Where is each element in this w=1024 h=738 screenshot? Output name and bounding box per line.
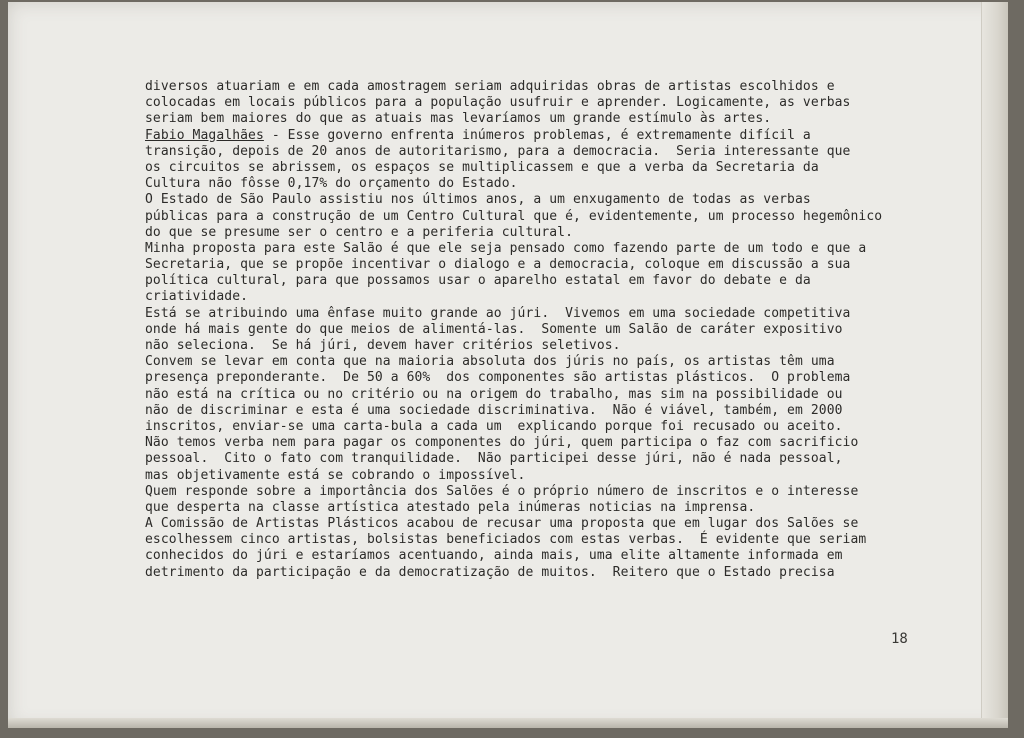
text-line: criatividade.: [145, 289, 249, 305]
text-line: que desperta na classe artística atestado pela inúmeras noticias na imprensa.: [145, 499, 756, 515]
page-bottom-edge: [8, 718, 1008, 728]
text-line: A Comissão de Artistas Plásticos acabou de recusar uma proposta que em lugar dos Salões se: [145, 516, 859, 532]
text-line: pessoal. Cito o fato com tranquilidade. Não participei desse júri, não é nada pessoal,: [145, 451, 843, 467]
text-line: públicas para a construção de um Centro Cultural que é, evidentemente, um processo hegemônico: [145, 208, 883, 224]
speaker-text: - Esse governo enfrenta inúmeros problemas, é extremamente difícil a: [263, 127, 811, 143]
text-line: política cultural, para que possamos usar o aparelho estatal em favor do debate e da: [145, 273, 811, 289]
book-spine: [981, 2, 1008, 728]
text-line: Quem responde sobre a importância dos Salões é o próprio número de inscritos e o interesse: [145, 483, 859, 499]
text-line: seriam bem maiores do que as atuais mas levaríamos um grande estímulo às artes.: [145, 111, 772, 127]
text-line: diversos atuariam e em cada amostragem seriam adquiridas obras de artistas escolhidos e: [145, 79, 835, 94]
text-line: os circuitos se abrissem, os espaços se multiplicassem e que a verba da Secretaria da: [145, 159, 819, 175]
text-line: presença preponderante. De 50 a 60% dos componentes são artistas plásticos. O problema: [145, 370, 851, 386]
text-line: onde há mais gente do que meios de alimentá-las. Somente um Salão de caráter expositivo: [145, 321, 843, 337]
speaker-name: Fabio Magalhães: [145, 127, 264, 143]
text-line: transição, depois de 20 anos de autoritarismo, para a democracia. Seria interessante que: [145, 143, 851, 159]
text-line: Secretaria, que se propõe incentivar o dialogo e a democracia, coloque em discussão a sua: [145, 257, 851, 273]
text-line: Minha proposta para este Salão é que ele seja pensado como fazendo parte de um todo e que a: [145, 240, 867, 256]
document-page: [8, 2, 1008, 728]
text-line: conhecidos do júri e estaríamos acentuando, ainda mais, uma elite altamente informada em: [145, 548, 843, 564]
body-text: [145, 79, 945, 581]
text-line: Não temos verba nem para pagar os componentes do júri, quem participa o faz com sacrificio: [145, 435, 859, 451]
text-line: Está se atribuindo uma ênfase muito grande ao júri. Vivemos em uma sociedade competitiva: [145, 305, 851, 321]
text-line: O Estado de São Paulo assistiu nos últimos anos, a um enxugamento de todas as verbas: [145, 192, 811, 208]
text-line: escolhessem cinco artistas, bolsistas beneficiados com estas verbas. É evidente que seriam: [145, 532, 867, 548]
text-line: não seleciona. Se há júri, devem haver critérios seletivos.: [145, 338, 621, 353]
text-line: do que se presume ser o centro e a periferia cultural.: [145, 224, 574, 240]
text-line: inscritos, enviar-se uma carta-bula a cada um explicando porque foi recusado ou aceito.: [145, 418, 843, 434]
text-line: Convem se levar em conta que na maioria absoluta dos júris no país, os artistas têm uma: [145, 354, 835, 370]
speaker-line: [145, 128, 945, 144]
text-line: colocadas em locais públicos para a população usufruir e aprender. Logicamente, as verbas: [145, 95, 851, 111]
text-line: Cultura não fôsse 0,17% do orçamento do Estado.: [145, 176, 518, 192]
page-number: 18: [891, 631, 908, 647]
text-line: não está na crítica ou no critério ou na origem do trabalho, mas sim na possibilidade ou: [145, 386, 843, 402]
text-line: detrimento da participação e da democratização de muitos. Reitero que o Estado precisa: [145, 564, 835, 580]
text-line: não de discriminar e esta é uma sociedade discriminativa. Não é viável, também, em 2000: [145, 402, 843, 418]
text-line: mas objetivamente está se cobrando o impossível.: [145, 467, 526, 483]
